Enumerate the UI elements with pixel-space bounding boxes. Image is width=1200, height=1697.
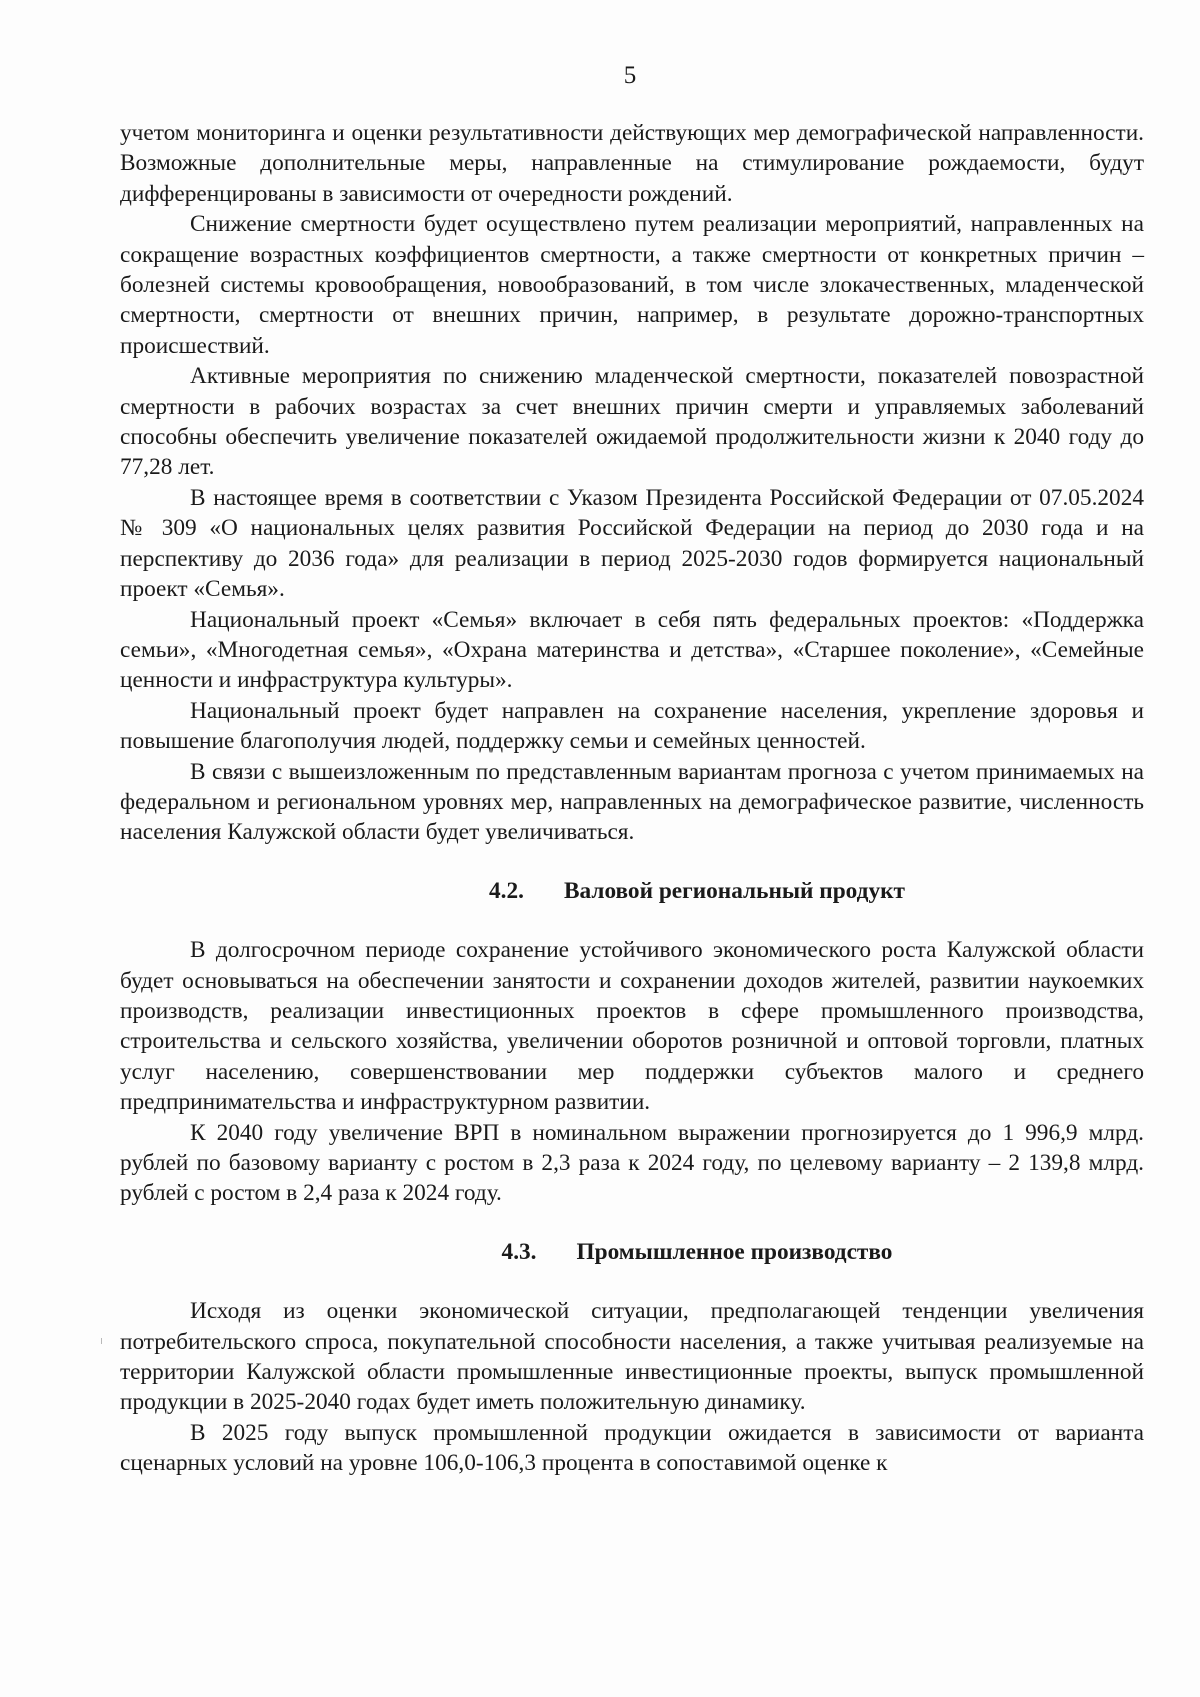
paragraph-presidential-decree: В настоящее время в соответствии с Указом Президента Российской Федерации от 07.05.2024 № 309 «О национальных целях развития Российской Федерации на период до 2030 года и на перспективу до 2036 года» для реализации в период 2025-2030 годов формируется национальный проект «Семья». bbox=[120, 484, 1144, 603]
paragraph-grp-forecast: К 2040 году увеличение ВРП в номинальном выражении прогнозируется до 1 996,9 млрд. рублей по базовому варианту с ростом в 2,3 раза к 2024 году, по целевому варианту – 2 139,8 млрд. рублей с ростом в 2,4 раза к 2024 году. bbox=[120, 1119, 1144, 1207]
paragraph-industry-outlook: Исходя из оценки экономической ситуации, предполагающей тенденции увеличения потребительского спроса, покупательной способности населения, а также учитывая реализуемые на территории Калужской области промышленные инвестиционные проекты, выпуск промышленной продукции в 2025-2040 годах будет иметь положительную динамику. bbox=[120, 1298, 1144, 1416]
section-heading-grp bbox=[120, 876, 1144, 906]
scan-margin-mark bbox=[101, 1338, 102, 1344]
paragraph-continuation: учетом мониторинга и оценки результативности действующих мер демографической направленности. Возможные дополнительные меры, направленные на стимулирование рождаемости, будут дифференцированы в зависимости от очередности рождений. bbox=[120, 120, 1144, 207]
paragraph-project-goals: Национальный проект будет направлен на сохранение населения, укрепление здоровья и повышение благополучия людей, поддержку семьи и семейных ценностей. bbox=[120, 697, 1144, 755]
document-body bbox=[120, 118, 1144, 1479]
paragraph-family-project: Национальный проект «Семья» включает в себя пять федеральных проектов: «Поддержка семьи», «Многодетная семья», «Охрана материнства и детства», «Старшее поколение», «Семейные ценности и инфраструктура культуры». bbox=[120, 606, 1144, 694]
paragraph-population-forecast: В связи с вышеизложенным по представленным вариантам прогноза с учетом принимаемых на федеральном и региональном уровнях мер, направленных на демографическое развитие, численность населения Калужской области будет увеличиваться. bbox=[120, 758, 1144, 846]
section-title: Валовой региональный продукт bbox=[563, 877, 905, 904]
page-number: 5 bbox=[623, 62, 637, 89]
paragraph-life-expectancy: Активные мероприятия по снижению младенческой смертности, показателей повозрастной смертности в рабочих возрастах за счет внешних причин смерти и управляемых заболеваний способны обеспечить увеличение показателей ожидаемой продолжительности жизни к 2040 году до 77,28 лет. bbox=[120, 363, 1144, 481]
section-heading-industry bbox=[120, 1237, 1144, 1267]
section-number: 4.2. bbox=[489, 877, 524, 904]
section-title: Промышленное производство bbox=[576, 1238, 893, 1265]
paragraph-industry-2025: В 2025 году выпуск промышленной продукции ожидается в зависимости от варианта сценарных условий на уровне 106,0-106,3 процента в сопоставимой оценке к bbox=[120, 1419, 1144, 1477]
paragraph-mortality-reduction: Снижение смертности будет осуществлено путем реализации мероприятий, направленных на сокращение возрастных коэффициентов смертности, а также смертности от конкретных причин – болезней системы кровообращения, новообразований, в том числе злокачественных, младенческой смертности, смертности от внешних причин, например, в результате дорожно-транспортных происшествий. bbox=[120, 211, 1144, 359]
paragraph-grp-growth-factors: В долгосрочном периоде сохранение устойчивого экономического роста Калужской области будет основываться на обеспечении занятости и сохранении доходов жителей, развитии наукоемких производств, реализации инвестиционных проектов в сфере промышленного производства, строительства и сельского хозяйства, увеличении оборотов розничной и оптовой торговли, платных услуг населению, совершенствовании мер поддержки субъектов малого и среднего предпринимательства и инфраструктурном развитии. bbox=[120, 937, 1144, 1116]
section-number: 4.3. bbox=[501, 1238, 537, 1265]
